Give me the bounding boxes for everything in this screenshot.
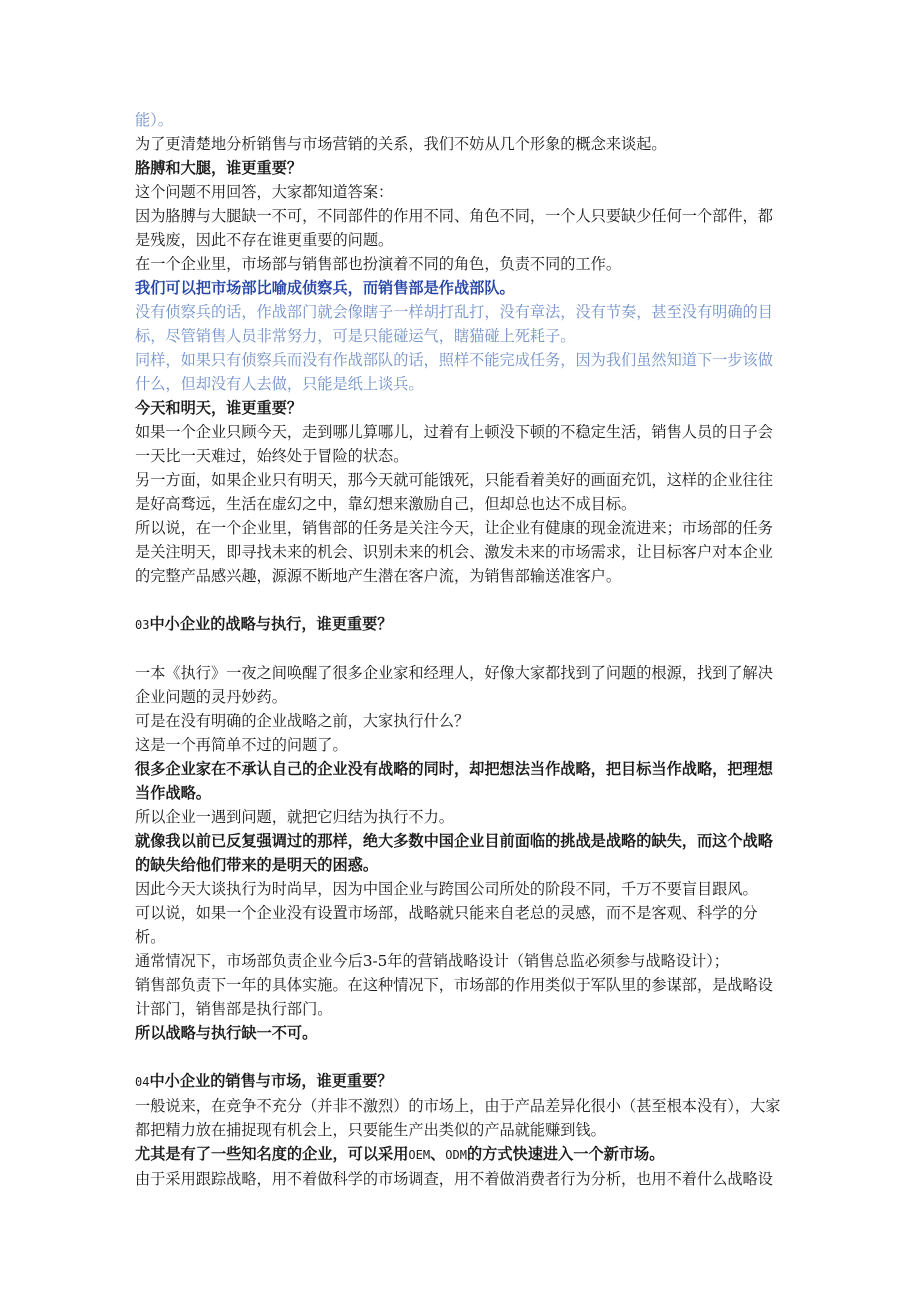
highlighted-statement: 我们可以把市场部比喻成侦察兵，而销售部是作战部队。: [135, 279, 515, 297]
paragraph: 所以说，在一个企业里，销售部的任务是关注今天，让企业有健康的现金流进来；市场部的任务是关注明天，即寻找未来的机会、识别未来的机会、激发未来的市场需求，让目标客户对本企业的完整产品感兴趣，源源不断地产生潜在客户流，为销售部输送准客户。: [135, 519, 773, 585]
paragraph: 这是一个再简单不过的问题了。: [135, 736, 348, 754]
paragraph: 这个问题不用回答，大家都知道答案：: [135, 183, 394, 201]
paragraph: 同样，如果只有侦察兵而没有作战部队的话，照样不能完成任务，因为我们虽然知道下一步该做什么，但却没有人去做，只能是纸上谈兵。: [135, 351, 773, 393]
paragraph: 通常情况下，市场部负责企业今后3-5年的营销战略设计（销售总监必须参与战略设计）；: [135, 952, 729, 970]
paragraph: 所以企业一遇到问题，就把它归结为执行不力。: [135, 808, 454, 826]
section-title: 中小企业的战略与执行，谁更重要？: [149, 615, 393, 633]
spacer: [135, 588, 785, 612]
bold-paragraph: 很多企业家在不承认自己的企业没有战略的同时，却把想法当作战略，把目标当作战略，把理想当作战略。: [135, 760, 773, 802]
paragraph: 因此今天大谈执行为时尚早，因为中国企业与跨国公司所处的阶段不同，千万不要盲目跟风。: [135, 880, 758, 898]
paragraph: 可是在没有明确的企业战略之前，大家执行什么？: [135, 712, 470, 730]
bold-paragraph: 所以战略与执行缺一不可。: [135, 1024, 318, 1042]
spacer: [135, 637, 785, 661]
paragraph: 没有侦察兵的话，作战部门就会像瞎子一样胡打乱打，没有章法，没有节奏，甚至没有明确的目标，尽管销售人员非常努力，可是只能碰运气，瞎猫碰上死耗子。: [135, 303, 773, 345]
section-number: 03: [135, 618, 150, 632]
paragraph: 另一方面，如果企业只有明天，那今天就可能饿死，只能看着美好的画面充饥，这样的企业往往是好高骛远，生活在虚幻之中，靠幻想来激励自己，但却总也达不成目标。: [135, 471, 773, 513]
document-body: [135, 108, 785, 1191]
section-title: 中小企业的销售与市场，谁更重要？: [149, 1072, 393, 1090]
section-heading-03: [135, 612, 785, 637]
paragraph: 可以说，如果一个企业没有设置市场部，战略就只能来自老总的灵感，而不是客观、科学的分析。: [135, 904, 758, 946]
subheading: 今天和明天，谁更重要？: [135, 399, 303, 417]
spacer: [135, 1045, 785, 1069]
paragraph: 在一个企业里，市场部与销售部也扮演着不同的角色，负责不同的工作。: [135, 255, 621, 273]
paragraph: 一般说来，在竞争不充分（并非不激烈）的市场上，由于产品差异化很小（甚至根本没有），大家都把精力放在捕捉现有机会上，只要能生产出类似的产品就能赚到钱。: [135, 1097, 781, 1139]
paragraph: 能）。: [135, 111, 173, 129]
paragraph: 由于采用跟踪战略，用不着做科学的市场调查，用不着做消费者行为分析，也用不着什么战略设: [135, 1170, 773, 1188]
paragraph: 销售部负责下一年的具体实施。在这种情况下，市场部的作用类似于军队里的参谋部，是战略设计部门，销售部是执行部门。: [135, 976, 773, 1018]
paragraph: 因为胳膊与大腿缺一不可，不同部件的作用不同、角色不同，一个人只要缺少任何一个部件，都是残废，因此不存在谁更重要的问题。: [135, 207, 773, 249]
paragraph: 一本《执行》一夜之间唤醒了很多企业家和经理人，好像大家都找到了问题的根源，找到了解决企业问题的灵丹妙药。: [135, 664, 773, 706]
subheading: 胳膊和大腿，谁更重要？: [135, 159, 303, 177]
section-heading-04: [135, 1069, 785, 1094]
section-number: 04: [135, 1075, 150, 1089]
paragraph: 为了更清楚地分析销售与市场营销的关系，我们不妨从几个形象的概念来谈起。: [135, 135, 667, 153]
paragraph: 如果一个企业只顾今天，走到哪儿算哪儿，过着有上顿没下顿的不稳定生活，销售人员的日子会一天比一天难过，始终处于冒险的状态。: [135, 423, 773, 465]
bold-paragraph: 就像我以前已反复强调过的那样，绝大多数中国企业目前面临的挑战是战略的缺失，而这个战略的缺失给他们带来的是明天的困惑。: [135, 832, 773, 874]
bold-paragraph: 尤其是有了一些知名度的企业，可以采用OEM、ODM的方式快速进入一个新市场。: [135, 1145, 665, 1163]
